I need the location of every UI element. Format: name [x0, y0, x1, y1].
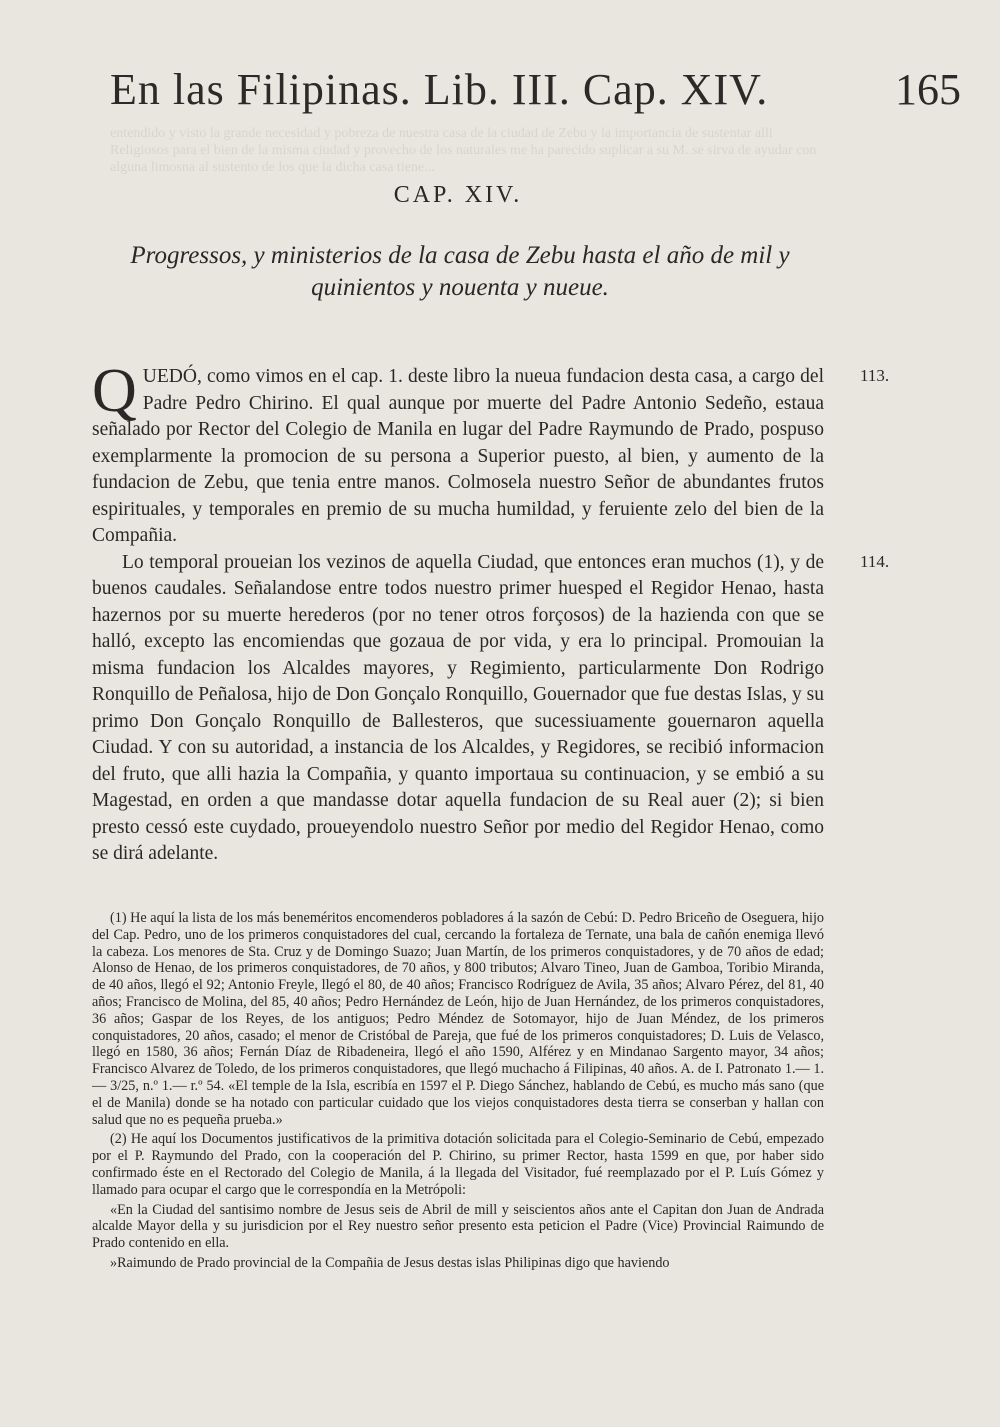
- paragraph-113: [92, 357, 824, 550]
- footnote-2-quote-1: «En la Ciudad del santisimo nombre de Jesus seis de Abril de mill y seiscientos años ante el Capitan don Juan de Andrada alcalde Mayor della y su jurisdicion por el Rey nuestro señor presento esta peticion el Padre (Vice) Provincial Raimundo de Prado contenido en ella.: [92, 1201, 824, 1252]
- running-head: En las Filipinas. Lib. III. Cap. XIV.: [110, 65, 769, 114]
- footnote-2-quote-2: »Raimundo de Prado provincial de la Compañia de Jesus destas islas Philipinas digo que haviendo: [110, 1254, 670, 1271]
- chapter-title: Progressos, y ministerios de la casa de Zebu hasta el año de mil y quinientos y nouenta y nueue.: [130, 242, 790, 301]
- margin-number-114: 114.: [860, 552, 890, 571]
- drop-cap: Q: [92, 357, 137, 425]
- footnote-1: (1) He aquí la lista de los más beneméritos encomenderos pobladores á la sazón de Cebú: D. Pedro Briceño de Oseguera, hijo del Cap. Pedro, uno de los primeros conquistadores del cual, cercando la fortaleza de Ternate, una bala de cañón enemiga llevó la cabeza. Los menores de Sta. Cruz y de Domingo Suazo; Juan Martín, de los primeros conquistadores, y de 70 años de edad; Alonso de Henao, de los primeros conquistadores, de 70 años, y 800 tributos; Alvaro Tineo, Juan de Gamboa, Toribio Miranda, de 40 años, llegó el 92; Antonio Freyle, llegó el 80, de 40 años; Francisco Rodríguez de Avila, 35 años; Alvaro Pérez, del 81, 40 años; Francisco de Molina, del 85, 40 años; Pedro Hernández de León, hijo de Juan Hernández, de los primeros conquistadores, 36 años; Gaspar de los Reyes, de los antiguos; Pedro Méndez de Sotomayor, hijo de Juan Méndez, de los primeros conquistadores, 20 años, casado; el menor de Cristóbal de Pareja, que fué de los primeros conquistadores; D. Luis de Velasco, llegó en 1580, 36 años; Fernán Díaz de Ribadeneira, llegó el año 1590, Alférez y en Mindanao Sargento mayor, 34 años; Francisco Alvarez de Toledo, de los primeros conquistadores, que llegó muchacho á Filipinas, 40 años. A. de I. Patronato 1.— 1.— 3/25, n.º 1.— r.º 54. «El temple de la Isla, escribía en 1597 el P. Diego Sánchez, hablando de Cebú, es mucho más sano (que el de Manila) donde se ha notado con particular cuidado que los viejos conquistadores desta tierra se conserban y hallan con salud que no es pequeña prueba.»: [92, 910, 824, 1128]
- show-through-text: entendido y visto la grande necesidad y pobreza de nuestra casa de la ciudad de Zebu y la importancia de sustentar alli Religiosos para el bien de la misma ciudad y provecho de los naturales me ha parecido suplicar a su M. se sirva de ayudar con alguna limosna al sustento de los que la dicha casa tiene...: [110, 126, 817, 175]
- margin-number-113: 113.: [860, 366, 890, 385]
- footnote-2: (2) He aquí los Documentos justificativos de la primitiva dotación solicitada para el Colegio-Seminario de Cebú, empezado por el P. Raymundo del Prado, con la cooperación del P. Chirino, su primer Rector, hasta 1599 en que, por haber sido confirmado éste en el Rectorado del Colegio de Manila, á la llegada del Visitador, fué reemplazado por el P. Luís Gómez y llamado para ocupar el cargo que le correspondía en la Metrópoli:: [92, 1131, 824, 1198]
- paragraph-114: Lo temporal proueian los vezinos de aquella Ciudad, que entonces eran muchos (1), y de buenos caudales. Señalandose entre todos nuestro primer huesped el Regidor Henao, hasta hazernos por su muerte herederos (por no tener otros forçosos) de la hazienda con que se halló, excepto las encomiendas que gozaua de por vida, y era lo principal. Promouian la misma fundacion los Alcaldes mayores, y Regimiento, particularmente Don Rodrigo Ronquillo de Peñalosa, hijo de Don Gonçalo Ronquillo, Gouernador que fue destas Islas, y su primo Don Gonçalo Ronquillo de Ballesteros, que sucessiuamente gouernaron aquella Ciudad. Y con su autoridad, a instancia de los Alcaldes, y Regidores, se recibió informacion del fruto, que alli hazia la Compañia, y quanto importaua su continuacion, y se embió a su Magestad, en orden a que mandasse dotar aquella fundacion de su Real auer (2); si bien presto cessó este cuydado, proueyendolo nuestro Señor por medio del Regidor Henao, como se dirá adelante.: [92, 551, 824, 864]
- footnotes: [92, 910, 824, 1275]
- page-number: 165: [895, 65, 961, 114]
- chapter-heading: CAP. XIV.: [393, 182, 523, 208]
- main-text: [92, 357, 824, 868]
- paragraph-113-text: UEDÓ, como vimos en el cap. 1. deste libro la nueua fundacion desta casa, a cargo del Padre Pedro Chirino. El qual aunque por muerte del Padre Antonio Sedeño, estaua señalado por Rector del Colegio de Manila en lugar del Padre Raymundo de Prado, pospuso exemplarmente la promocion de su persona a Superior puesto, al bien, y aumento de la fundacion de Zebu, que tenia entre manos. Colmosela nuestro Señor de abundantes frutos espirituales, y temporales en premio de su mucha humildad, y feruiente zelo del bien de la Compañia.: [92, 366, 824, 546]
